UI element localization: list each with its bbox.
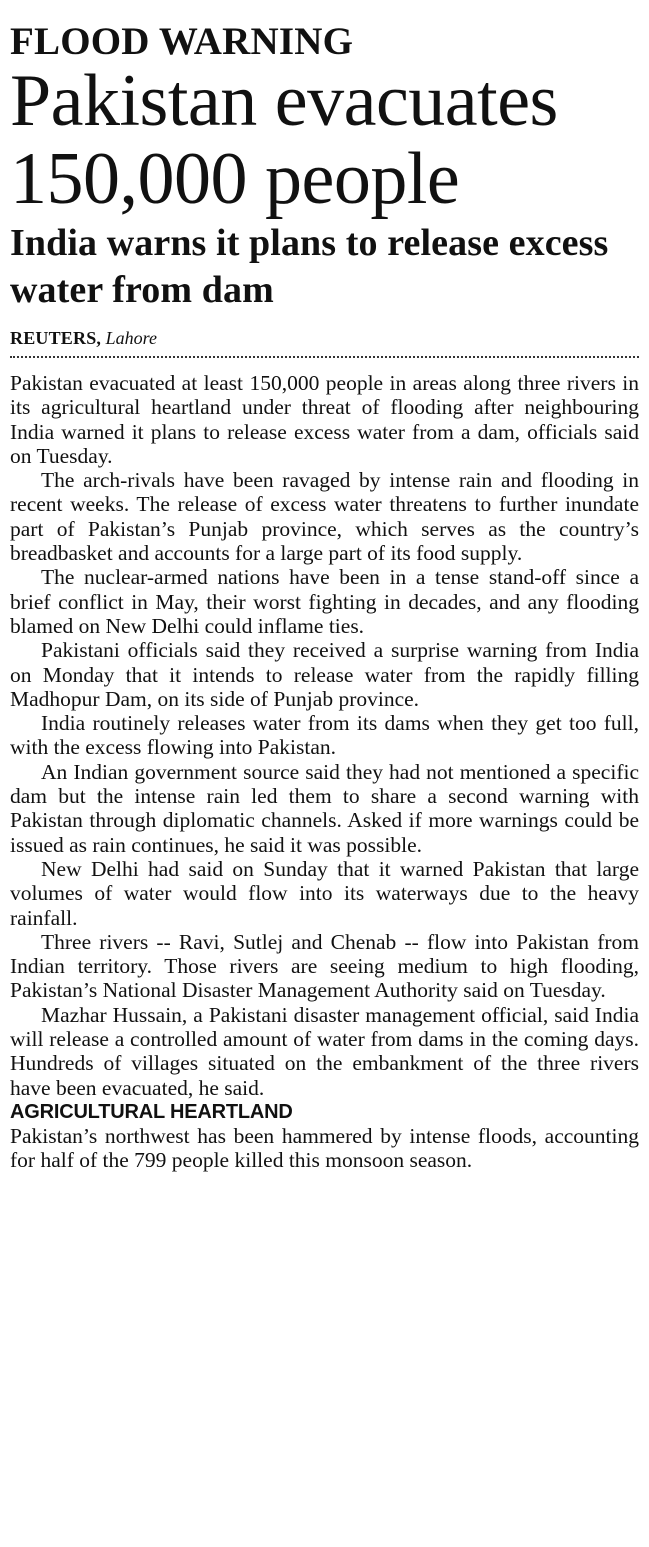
paragraph: Three rivers -- Ravi, Sutlej and Chenab -- flow into Pakistan from Indian territory. Those rivers are seeing medium to high flooding, Pakistan’s National Disaster Management Authority said on Tuesday. (10, 929, 639, 1003)
paragraph: New Delhi had said on Sunday that it warned Pakistan that large volumes of water would flow into its waterways due to the heavy rainfall. (10, 856, 639, 930)
paragraph: An Indian government source said they had not mentioned a specific dam but the intense rain led them to share a second warning with Pakistan through diplomatic channels. Asked if more warnings could be issued as rain continues, he said it was possible. (10, 759, 639, 857)
paragraph: Pakistan evacuated at least 150,000 people in areas along three rivers in its agricultural heartland under threat of flooding after neighbouring India warned it plans to release excess water from a dam, officials said on Tuesday. (10, 371, 639, 468)
paragraph: Mazhar Hussain, a Pakistani disaster management official, said India will release a controlled amount of water from dams in the coming days. Hundreds of villages situated on the embankment of the three rivers have been evacuated, he said. (10, 1002, 639, 1100)
section-heading: AGRICULTURAL HEARTLAND (10, 1100, 293, 1123)
dotted-divider (10, 356, 639, 358)
paragraph: The arch-rivals have been ravaged by intense rain and flooding in recent weeks. The release of excess water threatens to further inundate part of Pakistan’s Punjab province, which serves as the country’s breadbasket and accounts for a large part of its food supply. (10, 468, 639, 566)
byline (10, 326, 639, 350)
byline-agency: REUTERS, (10, 328, 102, 348)
kicker: FLOOD WARNING (10, 20, 354, 63)
paragraph: Pakistan’s northwest has been hammered by intense floods, accounting for half of the 799 people killed this monsoon season. (10, 1123, 639, 1173)
paragraph: India routinely releases water from its dams when they get too full, with the excess flowing into Pakistan. (10, 711, 639, 760)
subheadline: India warns it plans to release excess water from dam (10, 222, 609, 311)
byline-location: Lahore (105, 328, 157, 348)
article-body (10, 371, 639, 1173)
headline: Pakistan evacuates 150,000 people (10, 60, 558, 220)
paragraph: The nuclear-armed nations have been in a tense stand-off since a brief conflict in May, their worst fighting in decades, and any flooding blamed on New Delhi could inflame ties. (10, 565, 639, 638)
paragraph: Pakistani officials said they received a surprise warning from India on Monday that it intends to release water from the rapidly filling Madhopur Dam, on its side of Punjab province. (10, 638, 639, 711)
